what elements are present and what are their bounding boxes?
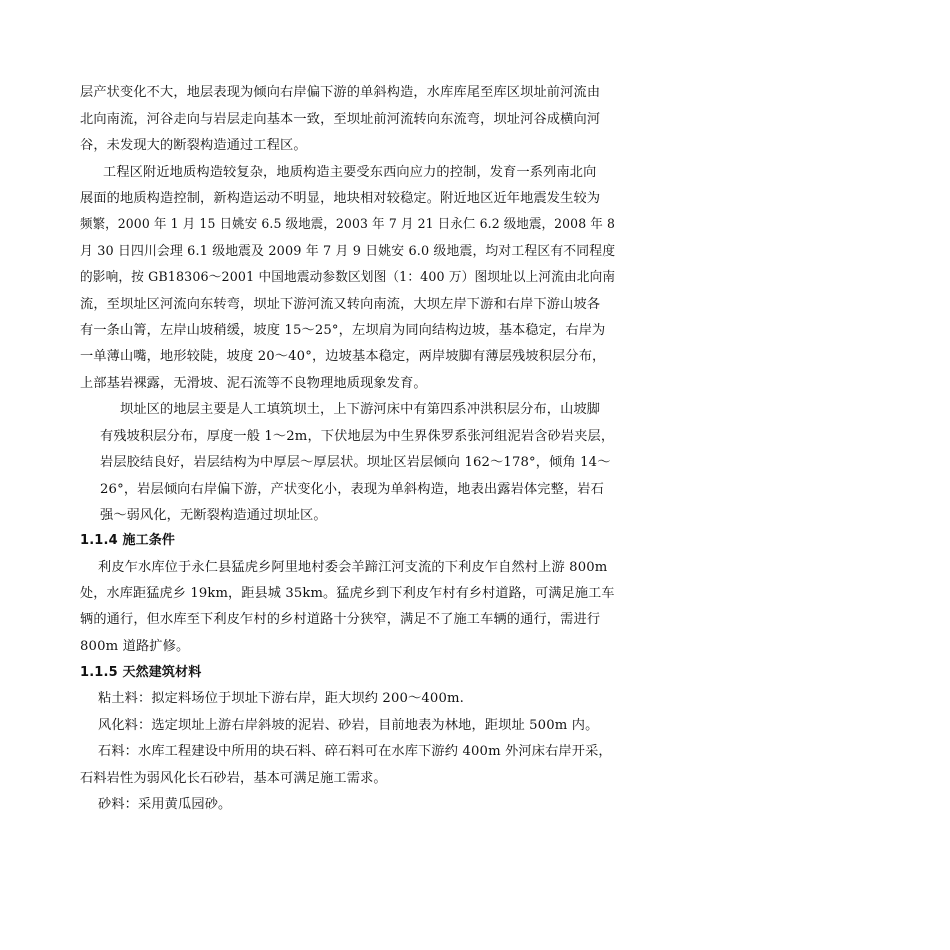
body-line: 石料岩性为弱风化长石砂岩，基本可满足施工需求。	[80, 771, 387, 786]
body-line: 的影响，按 GB18306～2001 中国地震动参数区划图（1：400 万）图坝址以上河流由北向南	[80, 270, 616, 285]
body-line: 层产状变化不大，地层表现为倾向右岸偏下游的单斜构造，水库库尾至库区坝址前河流由	[80, 85, 601, 100]
body-line: 谷，未发现大的断裂构造通过工程区。	[80, 138, 307, 153]
section-heading: 1.1.4 施工条件	[80, 533, 176, 548]
body-line: 有一条山箐，左岸山坡稍缓，坡度 15～25°，左坝肩为同向结构边坡，基本稳定，右岸为	[80, 323, 606, 338]
paragraph-first-line: 工程区附近地质构造较复杂，地质构造主要受东西向应力的控制，发育一系列南北向	[103, 165, 597, 180]
body-line: 处，水库距猛虎乡 19km，距县城 35km。猛虎乡到下利皮乍村有乡村道路，可满足施工车	[80, 586, 615, 601]
paragraph-first-line: 石料：水库工程建设中所用的块石料、碎石料可在水库下游约 400m 外河床右岸开采，	[98, 744, 612, 759]
paragraph-first-line: 风化料：选定坝址上游右岸斜坡的泥岩、砂岩，目前地表为林地，距坝址 500m 内。	[98, 718, 599, 733]
section-heading: 1.1.5 天然建筑材料	[80, 665, 202, 680]
paragraph-first-line: 坝址区的地层主要是人工填筑坝土，上下游河床中有第四系冲洪积层分布，山坡脚	[120, 402, 601, 417]
paragraph-first-line: 砂料：采用黄瓜园砂。	[98, 797, 232, 812]
body-line: 强～弱风化，无断裂构造通过坝址区。	[100, 508, 327, 523]
body-line: 月 30 日四川会理 6.1 级地震及 2009 年 7 月 9 日姚安 6.0 级地震，均对工程区有不同程度	[80, 244, 616, 259]
paragraph-first-line: 粘土料：拟定料场位于坝址下游右岸，距大坝约 200～400m.	[98, 691, 465, 706]
body-line: 上部基岩裸露，无滑坡、泥石流等不良物理地质现象发育。	[80, 376, 427, 391]
body-line: 800m 道路扩修。	[80, 639, 190, 654]
body-line: 有残坡积层分布，厚度一般 1～2m，下伏地层为中生界侏罗系张河组泥岩含砂岩夹层，	[100, 429, 615, 444]
body-line: 岩层胶结良好，岩层结构为中厚层～厚层状。坝址区岩层倾向 162～178°，倾角 14～	[100, 455, 611, 470]
body-line: 辆的通行，但水库至下利皮乍村的乡村道路十分狭窄，满足不了施工车辆的通行，需进行	[80, 612, 601, 627]
body-line: 26°，岩层倾向右岸偏下游，产状变化小，表现为单斜构造，地表出露岩体完整，岩石	[100, 482, 604, 497]
paragraph-first-line: 利皮乍水库位于永仁县猛虎乡阿里地村委会羊蹄江河支流的下利皮乍自然村上游 800m	[98, 560, 608, 575]
body-line: 频繁，2000 年 1 月 15 日姚安 6.5 级地震，2003 年 7 月 21 日永仁 6.2 级地震，2008 年 8	[80, 217, 616, 232]
body-line: 流，至坝址区河流向东转弯，坝址下游河流又转向南流，大坝左岸下游和右岸下游山坡各	[80, 297, 601, 312]
body-line: 展面的地质构造控制，新构造运动不明显，地块相对较稳定。附近地区近年地震发生较为	[80, 191, 601, 206]
body-line: 北向南流，河谷走向与岩层走向基本一致，至坝址前河流转向东流弯，坝址河谷成横向河	[80, 112, 601, 127]
body-line: 一单薄山嘴，地形较陡，坡度 20～40°，边坡基本稳定，两岸坡脚有薄层残坡积层分布，	[80, 349, 606, 364]
